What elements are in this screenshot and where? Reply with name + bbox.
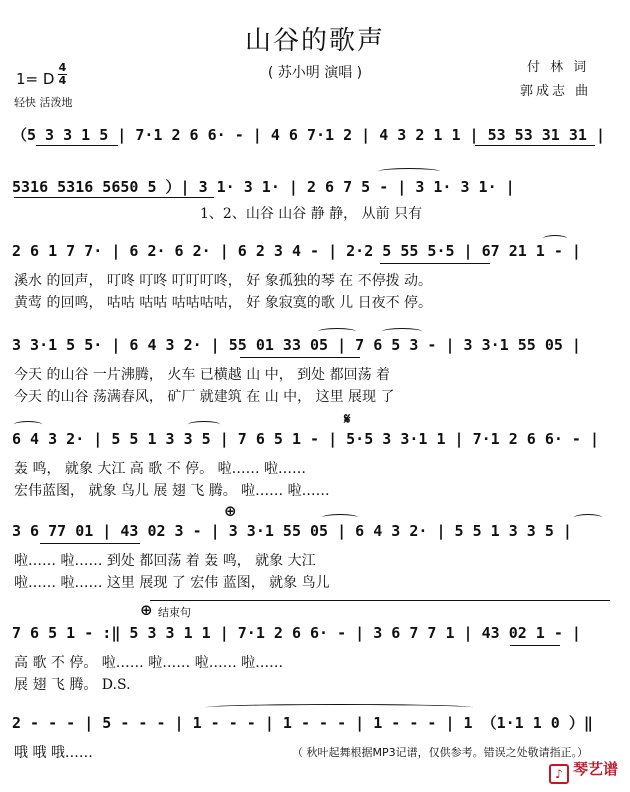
lyricist-credit: 付 林 词: [527, 60, 590, 75]
key-signature: 1= D: [16, 70, 55, 88]
score-row-4-notes: 3 3·1 5 5· | 6 4 3 2· | 55 01 33 05 | 7 6 5 3 - | 3 3·1 55 05 |: [12, 336, 581, 354]
tempo-marking: 轻快 活泼地: [14, 96, 73, 109]
score-row-5-lyrics-2: 宏伟蓝图， 就象 鸟儿 展 翅 飞 腾。 啦…… 啦……: [14, 483, 330, 499]
score-row-4-lyrics-2: 今天 的山谷 荡满春风， 矿厂 就建筑 在 山 中， 这里 展现 了: [14, 389, 395, 405]
score-row-5-notes: 6 4 3 2· | 5 5 1 3 3 5 | 7 6 5 1 - | 5·5 3 3·1 1 | 7·1 2 6 6· - |: [12, 430, 599, 448]
beam-line: [14, 197, 214, 198]
score-row-7-notes: 7 6 5 1 - :‖ 5 3 3 1 1 | 7·1 2 6 6· - | 3 6 7 7 1 | 43 02 1 - |: [12, 624, 581, 642]
segno-sign: 𝄋: [344, 410, 351, 428]
slur-mark: [188, 421, 220, 428]
score-row-1-notes: （5 3 3 1 5 | 7·1 2 6 6· - | 4 6 7·1 2 | 4 3 2 1 1 | 53 53 31 31 |: [12, 126, 605, 144]
time-signature: [58, 62, 67, 87]
score-row-8-lyrics-1: 哦 哦 哦……: [14, 745, 93, 761]
ending-label: 结束句: [158, 606, 191, 619]
slur-mark: [543, 235, 567, 242]
coda-sign: ⊕: [140, 601, 153, 619]
score-row-3-notes: 2 6 1 7 7· | 6 2· 6 2· | 6 2 3 4 - | 2·2 5 55 5·5 | 67 21 1 - |: [12, 242, 581, 260]
watermark-text: 琴艺谱: [572, 760, 618, 778]
beam-line: [240, 357, 360, 358]
slur-mark: [14, 421, 42, 428]
music-logo-icon: ♪: [549, 764, 569, 784]
composer-credit: 郭成志 曲: [520, 84, 592, 99]
score-row-8-notes: 2 - - - | 5 - - - | 1 - - - | 1 - - - | 1 - - - | 1 （1·1 1 0 ）‖: [12, 714, 593, 732]
ending-bracket-line: [150, 600, 610, 601]
song-title: 山谷的歌声: [244, 26, 385, 56]
score-row-2-lyrics-1: 1、2、山谷 山谷 静 静， 从前 只有: [200, 206, 423, 222]
tie-mark: [205, 704, 473, 711]
slur-mark: [318, 328, 356, 335]
score-row-2-notes: 5316 5316 5650 5 ）| 3 1· 3 1· | 2 6 7 5 - | 3 1· 3 1· |: [12, 178, 515, 196]
score-row-7-lyrics-1: 高 歌 不 停。 啦…… 啦…… 啦…… 啦……: [14, 655, 284, 671]
time-signature-top: 4: [58, 61, 67, 74]
beam-line: [510, 645, 560, 646]
beam-line: [380, 263, 490, 264]
transcription-footnote: （ 秋叶起舞根据MP3记谱，仅供参考。错误之处敬请指正。）: [292, 746, 589, 759]
slur-mark: [378, 168, 440, 175]
score-row-3-lyrics-2: 黄莺 的回鸣， 咕咕 咕咕 咕咕咕咕， 好 象寂寞的歌 儿 日夜不 停。: [14, 295, 433, 311]
score-row-4-lyrics-1: 今天 的山谷 一片沸腾， 火车 已横越 山 中， 到处 都回荡 着: [14, 367, 391, 383]
slur-mark: [382, 328, 422, 335]
score-row-5-lyrics-1: 轰 鸣， 就象 大江 高 歌 不 停。 啦…… 啦……: [14, 461, 307, 477]
performer-subtitle: ( 苏小明 演唱 ): [267, 65, 363, 81]
watermark-logo: [549, 758, 618, 784]
beam-line: [475, 145, 595, 146]
score-row-7-lyrics-2: 展 翅 飞 腾。 D.S.: [14, 677, 131, 693]
beam-line: [36, 145, 118, 146]
slur-mark: [322, 514, 358, 521]
score-row-6-notes: 3 6 77 01 | 43 02 3 - | 3 3·1 55 05 | 6 4 3 2· | 5 5 1 3 3 5 |: [12, 522, 572, 540]
score-row-3-lyrics-1: 溪水 的回声， 叮咚 叮咚 叮叮叮咚， 好 象孤独的琴 在 不停拨 动。: [14, 273, 433, 289]
time-signature-bottom: 4: [58, 74, 67, 87]
beam-line: [40, 543, 140, 544]
score-row-6-lyrics-2: 啦…… 啦…… 这里 展现 了 宏伟 蓝图， 就象 鸟儿: [14, 575, 330, 591]
coda-sign: ⊕: [224, 502, 237, 520]
score-row-6-lyrics-1: 啦…… 啦…… 到处 都回荡 着 轰 鸣， 就象 大江: [14, 553, 316, 569]
slur-mark: [574, 514, 602, 521]
